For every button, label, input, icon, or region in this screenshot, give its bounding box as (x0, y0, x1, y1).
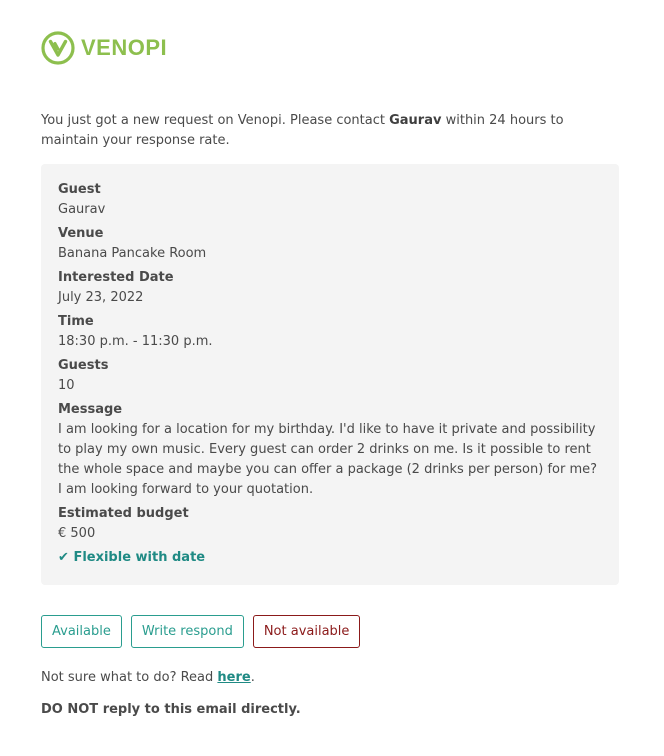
interested-date-value: July 23, 2022 (58, 290, 144, 305)
help-prefix: Not sure what to do? Read (41, 670, 218, 685)
time-label: Time (58, 314, 94, 329)
venopi-v-circle-icon (41, 31, 75, 65)
brand-name: VENOPI (81, 35, 168, 60)
intro-after: within 24 hours to maintain your response rate. (41, 113, 564, 148)
guests-count-label: Guests (58, 358, 109, 373)
intro-text (41, 111, 621, 151)
flexible-date-label: Flexible with date (73, 550, 206, 565)
intro-before: You just got a new request on Venopi. Please contact (41, 113, 390, 128)
not-available-button[interactable]: Not available (253, 615, 361, 648)
message-value: I am looking for a location for my birthday. I'd like to have it private and possibility to play my own music. Every guest can order 2 drinks on me. Is it possible to rent the whole space and maybe you can offer a package (2 drinks per person) for me? I am looking forward to your quotation. (58, 422, 598, 497)
contact-name: Gaurav (389, 113, 442, 128)
estimated-budget-value: € 500 (58, 526, 96, 541)
write-respond-button[interactable]: Write respond (131, 615, 244, 648)
response-actions (41, 615, 360, 648)
help-text (41, 668, 255, 688)
guest-label: Guest (58, 182, 101, 197)
do-not-reply-warning: DO NOT reply to this email directly. (41, 702, 301, 717)
interested-date-label: Interested Date (58, 270, 174, 285)
venue-label: Venue (58, 226, 104, 241)
flexible-date-note (58, 548, 602, 568)
guest-value: Gaurav (58, 202, 106, 217)
guests-count-value: 10 (58, 378, 75, 393)
venopi-logo[interactable] (41, 31, 167, 65)
venue-value: Banana Pancake Room (58, 246, 207, 261)
checkmark-icon: ✔ (58, 550, 69, 565)
request-details-card (41, 164, 619, 585)
message-label: Message (58, 402, 123, 417)
help-suffix: . (250, 670, 255, 685)
time-value: 18:30 p.m. - 11:30 p.m. (58, 334, 213, 349)
available-button[interactable]: Available (41, 615, 122, 648)
estimated-budget-label: Estimated budget (58, 506, 189, 521)
help-link[interactable]: here (217, 670, 251, 685)
